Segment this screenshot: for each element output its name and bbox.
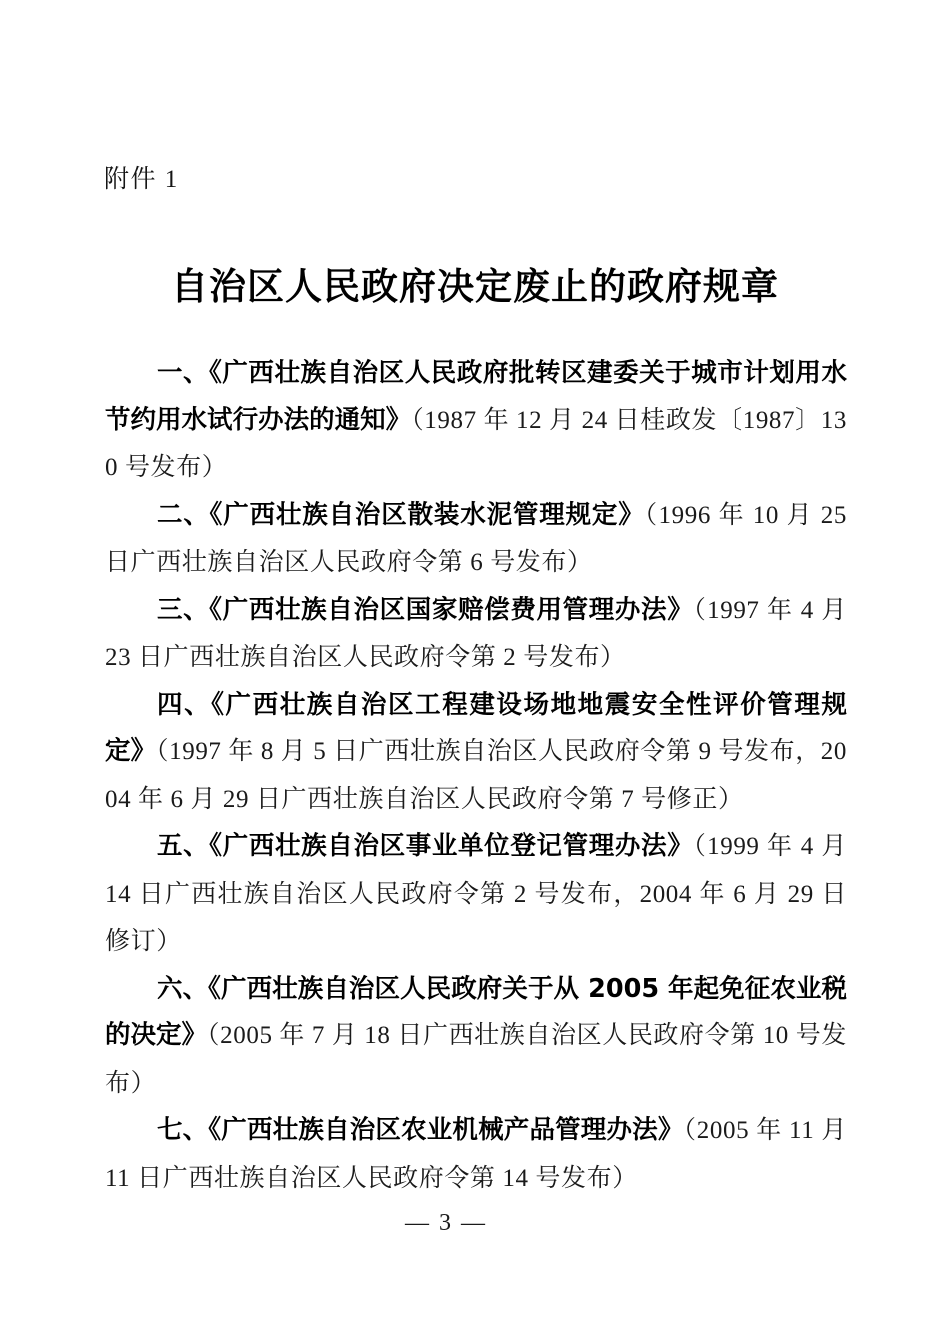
close-bracket-icon: 》 [667,594,694,625]
item-ordinal: 七、 [157,1115,209,1145]
publication-info: （2005 年 7 月 18 日广西壮族自治区人民政府令第 10 号发布） [105,1022,847,1097]
close-bracket-icon: 》 [667,831,694,861]
open-bracket-icon: 《 [208,973,222,1004]
list-item [105,492,847,587]
list-item [105,823,847,966]
open-bracket-icon: 《 [209,831,223,861]
item-ordinal: 五、 [157,831,210,861]
close-bracket-icon: 》 [385,404,412,435]
list-item [105,587,847,682]
publication-info: （1996 年 10 月 25 日广西壮族自治区人民政府令第 6 号发布） [105,501,847,576]
regulation-title: 广西壮族自治区国家赔偿费用管理办法 [222,594,668,625]
open-bracket-icon: 《 [208,1115,222,1145]
list-item [105,966,847,1108]
publication-info: （1997 年 8 月 5 日广西壮族自治区人民政府令第 9 号发布，2004 年 6 月 29 日广西壮族自治区人民政府令第 7 号修正） [105,738,847,813]
regulation-title: 广西壮族自治区人民政府批转区建委关于城市计划用水节约用水试行办法的通知 [105,358,847,435]
publication-info: （1997 年 4 月 23 日广西壮族自治区人民政府令第 2 号发布） [105,596,847,671]
list-item [105,1107,847,1202]
close-bracket-icon: 》 [130,736,157,766]
item-ordinal: 四、 [157,689,212,720]
attachment-label: 附件 1 [104,166,179,193]
regulation-title: 广西壮族自治区事业单位登记管理办法 [222,831,668,861]
item-ordinal: 六、 [157,973,209,1004]
page-title: 自治区人民政府决定废止的政府规章 [171,264,779,308]
publication-info: （2005 年 11 月 11 日广西壮族自治区人民政府令第 14 号发布） [105,1117,847,1192]
regulation-title: 广西壮族自治区农业机械产品管理办法 [221,1115,658,1145]
close-bracket-icon: 》 [181,1020,208,1050]
list-item [105,682,847,824]
page-number: — 3 — [405,1210,487,1236]
regulation-title: 广西壮族自治区散装水泥管理规定 [223,499,619,530]
open-bracket-icon: 《 [209,358,223,388]
regulation-list [105,350,847,1202]
regulation-title: 广西壮族自治区人民政府关于从 2005 年起免征农业税的决定 [105,973,847,1050]
publication-info: （1987 年 12 月 24 日桂政发〔1987〕130 号发布） [105,406,847,481]
open-bracket-icon: 《 [209,594,223,625]
publication-info: （1999 年 4 月 14 日广西壮族自治区人民政府令第 2 号发布，2004 年 6 月 29 日修订） [105,833,847,955]
list-item [105,350,847,492]
item-ordinal: 三、 [157,594,210,625]
open-bracket-icon: 《 [209,499,224,530]
close-bracket-icon: 》 [618,499,645,530]
item-ordinal: 一、 [157,358,210,388]
open-bracket-icon: 《 [211,689,226,720]
item-ordinal: 二、 [157,499,210,530]
regulation-title: 广西壮族自治区工程建设场地地震安全性评价管理规定 [105,689,847,766]
close-bracket-icon: 》 [657,1115,684,1145]
